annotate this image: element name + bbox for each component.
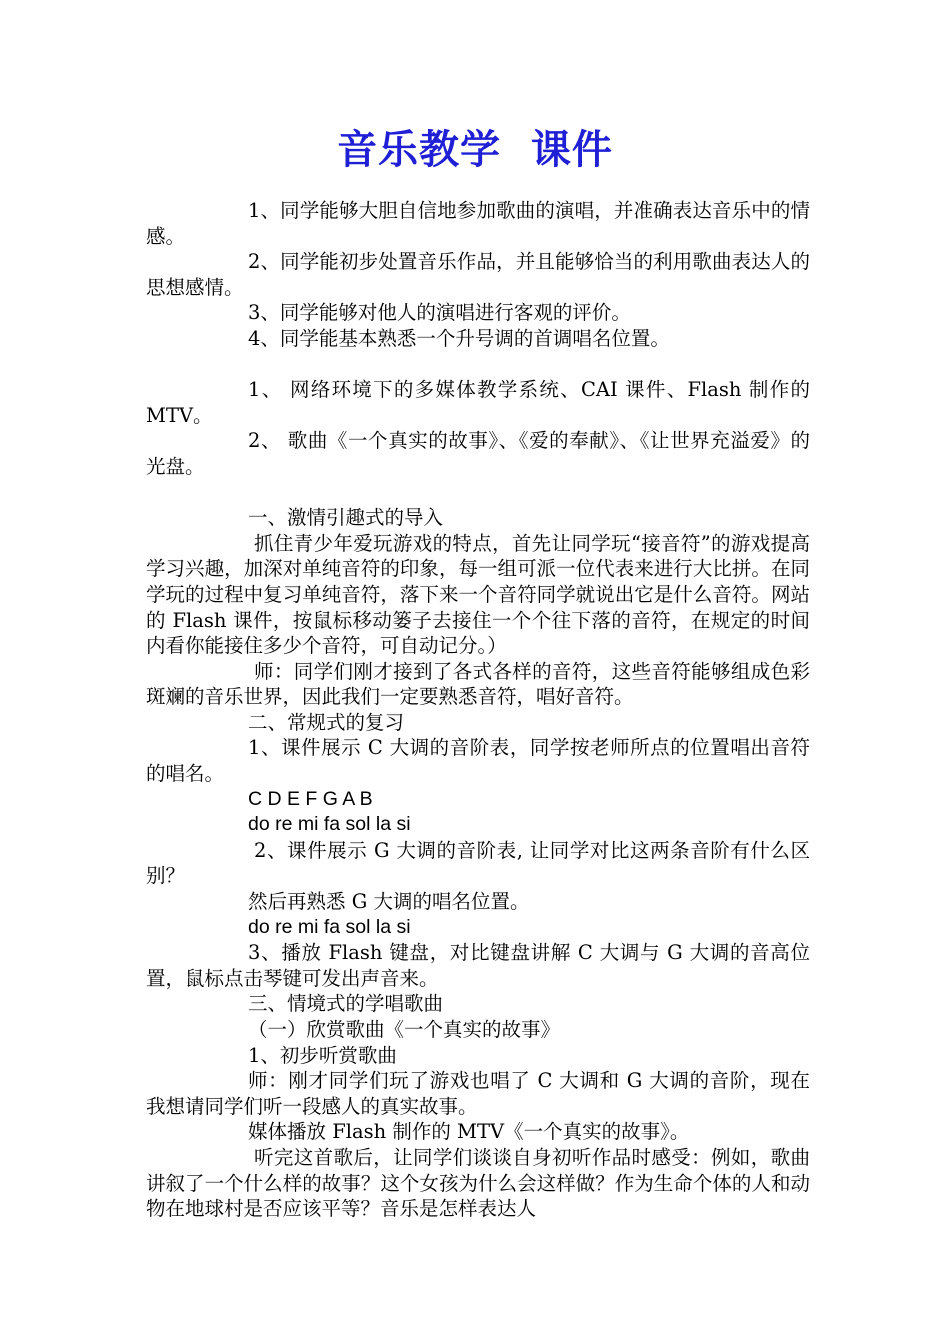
- note-letters: C D E F G A B: [248, 787, 373, 810]
- paragraph: 1、课件展示 C 大调的音阶表，同学按老师所点的位置唱出音符的唱名。: [146, 736, 810, 786]
- section-heading: 二、常规式的复习: [248, 710, 405, 734]
- page-title: 音乐教学 课件: [337, 126, 613, 173]
- goal-item: 4、同学能基本熟悉一个升号调的首调唱名位置。: [248, 326, 670, 350]
- paragraph: 师：刚才同学们玩了游戏也唱了 C 大调和 G 大调的音阶，现在我想请同学们听一段感人的真实故事。: [146, 1069, 810, 1118]
- goal-item: 2、同学能初步处置音乐作品，并且能够恰当的利用歌曲表达人的思想感情。: [146, 250, 810, 299]
- paragraph: 3、播放 Flash 键盘，对比键盘讲解 C 大调与 G 大调的音高位置，鼠标点击琴键可发出声音来。: [146, 941, 810, 990]
- goal-item: 1、同学能够大胆自信地参加歌曲的演唱，并准确表达音乐中的情感。: [146, 199, 810, 248]
- document-body: [146, 198, 810, 1222]
- subsection-heading: （一）欣赏歌曲《一个真实的故事》: [248, 1018, 561, 1041]
- solfege-line: do re mi fa sol la si: [248, 915, 411, 938]
- paragraph: 听完这首歌后，让同学们谈谈自身初听作品时感受：例如，歌曲讲叙了一个什么样的故事？这个女孩为什么会这样做？作为生命个体的人和动物在地球村是否应该平等？音乐是怎样表达人: [146, 1145, 810, 1221]
- paragraph: 师：同学们刚才接到了各式各样的音符，这些音符能够组成色彩斑斓的音乐世界，因此我们一定要熟悉音符，唱好音符。: [146, 659, 810, 709]
- section-heading: 一、激情引趣式的导入: [248, 506, 444, 530]
- material-item: 2、 歌曲《一个真实的故事》、《爱的奉献》、《让世界充溢爱》的光盘。: [146, 429, 810, 478]
- spacer: [146, 352, 810, 378]
- paragraph: 然后再熟悉 G 大调的唱名位置。: [248, 890, 530, 914]
- paragraph: 媒体播放 Flash 制作的 MTV《一个真实的故事》。: [248, 1120, 690, 1144]
- section-heading: 三、情境式的学唱歌曲: [248, 992, 444, 1016]
- goal-item: 3、同学能够对他人的演唱进行客观的评价。: [248, 301, 631, 325]
- solfege-line: do re mi fa sol la si: [248, 813, 411, 836]
- paragraph: 2、课件展示 G 大调的音阶表, 让同学对比这两条音阶有什么区别？: [146, 838, 810, 888]
- paragraph: 抓住青少年爱玩游戏的特点，首先让同学玩“接音符”的游戏提高学习兴趣，加深对单纯音符的印象，每一组可派一位代表来进行大比拼。在同学玩的过程中复习单纯音符，落下来一个音符同学就说出它是什么音符。网站的 Flash 课件，按鼠标移动篓子去接住一个个往下落的音符，在规定的时间内看你能接住多少个音符，可自动记分。）: [146, 531, 810, 658]
- step-heading: 1、初步听赏歌曲: [248, 1043, 397, 1067]
- spacer: [146, 480, 810, 506]
- material-item: 1、 网络环境下的多媒体教学系统、CAI 课件、Flash 制作的 MTV。: [146, 378, 810, 427]
